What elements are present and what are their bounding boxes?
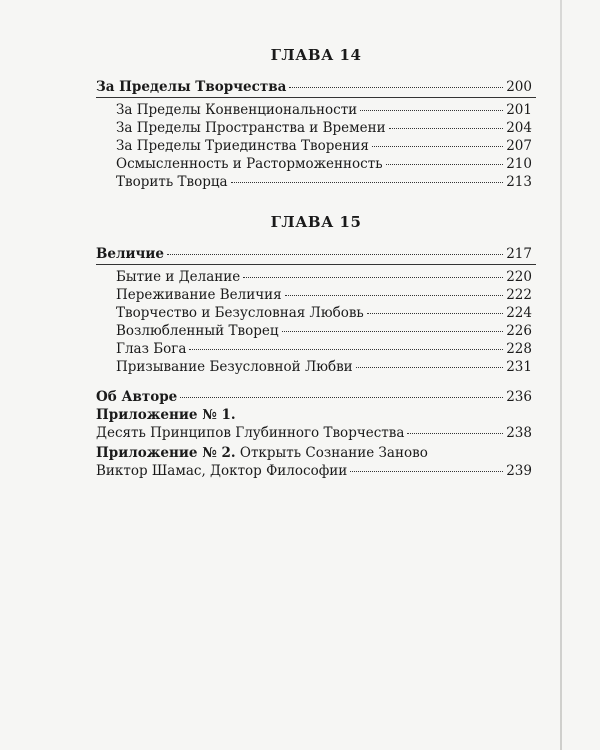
toc-entry[interactable] xyxy=(116,155,532,173)
leader-dots xyxy=(386,163,504,165)
appendix-2-subtitle: Открыть Сознание Заново xyxy=(235,445,428,461)
chapter-15-heading: ГЛАВА 15 xyxy=(270,213,362,231)
toc-entry[interactable] xyxy=(116,101,532,119)
toc-entry-appendix-2[interactable] xyxy=(96,462,532,480)
leader-dots xyxy=(285,294,504,296)
toc-entry-title: За Пределы Творчества xyxy=(96,79,287,95)
toc-entry-ch15-main[interactable] xyxy=(96,245,532,263)
toc-entry-page: 231 xyxy=(506,359,532,375)
toc-entry[interactable] xyxy=(116,268,532,286)
chapter-14-rule xyxy=(96,97,536,98)
leader-dots xyxy=(167,253,503,255)
page-edge xyxy=(560,0,562,750)
toc-entry-title: Переживание Величия xyxy=(116,287,282,303)
toc-entry-title: Возлюбленный Творец xyxy=(116,323,279,339)
toc-entry-page: 228 xyxy=(506,341,532,357)
leader-dots xyxy=(350,470,503,472)
toc-entry-title: За Пределы Пространства и Времени xyxy=(116,120,386,136)
toc-entry-page: 200 xyxy=(506,79,532,95)
appendix-2-heading: Приложение № 2. xyxy=(96,445,236,461)
chapter-15-rule xyxy=(96,264,536,265)
toc-entry-page: 201 xyxy=(506,102,532,118)
toc-entry-title: Виктор Шамас, Доктор Философии xyxy=(96,463,348,479)
toc-entry[interactable] xyxy=(116,173,532,191)
toc-entry-page: 220 xyxy=(506,269,532,285)
toc-entry[interactable] xyxy=(116,358,532,376)
leader-dots xyxy=(389,127,504,129)
toc-entry-title: Творчество и Безусловная Любовь xyxy=(116,305,364,321)
toc-entry-title: Десять Принципов Глубинного Творчества xyxy=(96,425,405,441)
leader-dots xyxy=(180,396,503,398)
toc-entry-title: Творить Творца xyxy=(116,174,228,190)
appendix-2-heading-line xyxy=(96,444,428,462)
toc-entry-page: 207 xyxy=(506,138,532,154)
leader-dots xyxy=(372,145,503,147)
toc-entry-title: Об Авторе xyxy=(96,389,178,405)
leader-dots xyxy=(407,432,503,434)
toc-entry-title: Осмысленность и Расторможенность xyxy=(116,156,383,172)
toc-entry-title: За Пределы Триединства Творения xyxy=(116,138,369,154)
leader-dots xyxy=(243,276,503,278)
toc-entry-title: Призывание Безусловной Любви xyxy=(116,359,353,375)
toc-entry-page: 204 xyxy=(506,120,532,136)
toc-entry[interactable] xyxy=(116,340,532,358)
toc-entry-about-author[interactable] xyxy=(96,388,532,406)
leader-dots xyxy=(231,181,504,183)
toc-entry-title: Глаз Бога xyxy=(116,341,187,357)
leader-dots xyxy=(189,348,503,350)
toc-entry-title: Бытие и Делание xyxy=(116,269,241,285)
toc-entry-page: 213 xyxy=(506,174,532,190)
toc-entry-page: 224 xyxy=(506,305,532,321)
toc-entry-title: Величие xyxy=(96,246,165,262)
toc-entry-page: 222 xyxy=(506,287,532,303)
toc-entry-page: 236 xyxy=(506,389,532,405)
leader-dots xyxy=(289,86,503,88)
toc-entry[interactable] xyxy=(116,286,532,304)
toc-entry-title: За Пределы Конвенциональности xyxy=(116,102,358,118)
toc-entry-page: 238 xyxy=(506,425,532,441)
toc-entry-page: 239 xyxy=(506,463,532,479)
leader-dots xyxy=(360,109,503,111)
toc-entry-page: 210 xyxy=(506,156,532,172)
toc-entry-ch14-main[interactable] xyxy=(96,78,532,96)
appendix-1-heading: Приложение № 1. xyxy=(96,407,236,423)
toc-entry-page: 217 xyxy=(506,246,532,262)
toc-entry[interactable] xyxy=(116,119,532,137)
toc-entry[interactable] xyxy=(116,322,532,340)
leader-dots xyxy=(367,312,503,314)
toc-entry-page: 226 xyxy=(506,323,532,339)
chapter-14-heading: ГЛАВА 14 xyxy=(270,46,362,64)
leader-dots xyxy=(282,330,504,332)
toc-entry[interactable] xyxy=(116,137,532,155)
leader-dots xyxy=(356,366,504,368)
toc-entry-appendix-1[interactable] xyxy=(96,424,532,442)
toc-entry[interactable] xyxy=(116,304,532,322)
